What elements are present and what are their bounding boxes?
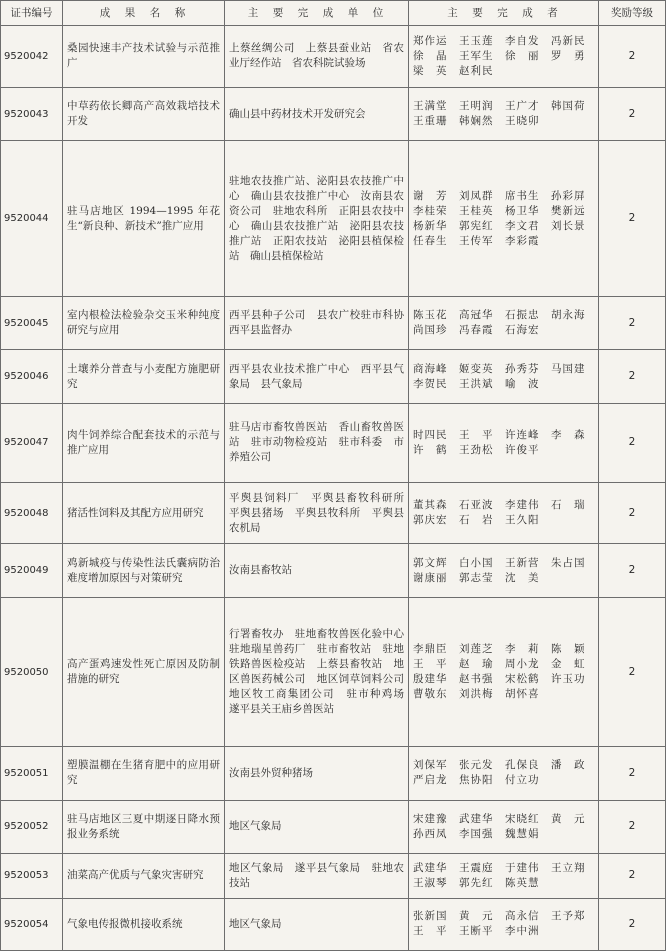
completing-units-cell: 地区气象局 (225, 898, 409, 950)
cert-number-cell: 9520044 (1, 141, 63, 297)
people-line: 郭庆宏 石 岩 王久阳 (413, 514, 540, 527)
completing-units-cell: 地区气象局 遂平县气象局 驻地农技站 (225, 853, 409, 898)
completing-units-cell: 上蔡丝绸公司 上蔡县蚕业站 省农业厅经作站 省农科院试验场 (225, 26, 409, 88)
completing-people-cell (409, 597, 599, 746)
award-level-cell: 2 (599, 544, 666, 597)
table-row (1, 747, 666, 800)
table-row (1, 350, 666, 403)
people-line: 郑作运 王玉莲 李自发 冯新民 (413, 34, 586, 47)
cert-number-cell: 9520051 (1, 747, 63, 800)
table-row (1, 800, 666, 853)
completing-units-cell: 驻马店市畜牧兽医站 香山畜牧兽医站 驻市动物检疫站 驻市科委 市养殖公司 (225, 403, 409, 482)
table-row (1, 898, 666, 950)
completing-units-cell: 地区气象局 (225, 800, 409, 853)
award-level-cell: 2 (599, 87, 666, 140)
completing-units-cell: 行署畜牧办 驻地畜牧兽医化验中心 驻地瑞星兽药厂 驻市畜牧站 驻地铁路兽医检疫站 上蔡县畜牧站 地区兽医药械公司 地区饲草饲料公司 地区牧工商集团公司 驻市种鸡场 遂平县关王庙乡兽医站 (225, 597, 409, 746)
achievement-title-cell: 室内根检法检验杂交玉米种纯度研究与应用 (63, 296, 225, 349)
completing-units-cell: 汝南县畜牧站 (225, 544, 409, 597)
achievement-title-cell: 猪活性饲料及其配方应用研究 (63, 482, 225, 544)
completing-people-cell (409, 800, 599, 853)
cert-number-cell: 9520053 (1, 853, 63, 898)
completing-people-cell (409, 87, 599, 140)
people-line: 陈玉花 高冠华 石振忠 胡永海 (413, 309, 586, 322)
cert-number-cell: 9520049 (1, 544, 63, 597)
award-level-cell: 2 (599, 800, 666, 853)
completing-units-cell: 西平县种子公司 县农广校驻市科协 西平县监督办 (225, 296, 409, 349)
table-row (1, 87, 666, 140)
cert-number-cell: 9520043 (1, 87, 63, 140)
people-line: 商海峰 姬变英 孙秀芬 马国建 (413, 362, 586, 375)
completing-people-cell (409, 898, 599, 950)
completing-people-cell (409, 350, 599, 403)
achievement-title-cell: 中草药依长卿高产高效栽培技术开发 (63, 87, 225, 140)
table-row (1, 544, 666, 597)
people-line: 王重珊 韩娴然 王晓卯 (413, 115, 540, 128)
people-line: 宋建豫 武建华 宋晓红 黄 元 (413, 812, 586, 825)
people-line: 王 平 赵 瑜 周小龙 金 虹 (413, 658, 586, 670)
people-line: 郭文辉 白小国 王新营 朱占国 (413, 556, 586, 569)
header-award: 奖励等级 (599, 1, 666, 26)
table-row (1, 403, 666, 482)
cert-number-cell: 9520050 (1, 597, 63, 746)
award-level-cell: 2 (599, 141, 666, 297)
people-line: 张新国 黄 元 高永信 王予郑 (413, 910, 586, 923)
header-row (1, 1, 666, 26)
people-line: 殷建华 赵书强 宋松鹤 许玉功 (413, 673, 586, 685)
award-level-cell: 2 (599, 747, 666, 800)
completing-units-cell: 确山县中药材技术开发研究会 (225, 87, 409, 140)
award-level-cell: 2 (599, 26, 666, 88)
completing-people-cell (409, 544, 599, 597)
completing-units-cell: 西平县农业技术推广中心 西平县气象局 县气象局 (225, 350, 409, 403)
achievement-title-cell: 肉牛饲养综合配套技术的示范与推广应用 (63, 403, 225, 482)
table-row (1, 482, 666, 544)
people-line: 武建华 王震庭 于建伟 王立翔 (413, 861, 586, 874)
people-line: 董其森 石亚波 李建伟 石 瑞 (413, 499, 586, 512)
people-line: 杨新华 郭宪红 李文君 刘长景 (413, 219, 586, 232)
cert-number-cell: 9520045 (1, 296, 63, 349)
people-line: 王 平 王断平 李中洲 (413, 925, 540, 938)
cert-number-cell: 9520052 (1, 800, 63, 853)
achievement-title-cell: 油菜高产优质与气象灾害研究 (63, 853, 225, 898)
award-level-cell: 2 (599, 597, 666, 746)
completing-people-cell (409, 403, 599, 482)
people-line: 许 鹤 王劲松 许俊平 (413, 443, 540, 456)
people-line: 任春生 王传军 李彩霞 (413, 234, 540, 247)
people-line: 王满堂 王明润 王广才 韩国荷 (413, 100, 586, 113)
completing-people-cell (409, 747, 599, 800)
completing-units-cell: 平舆县饲料厂 平舆县畜牧科研所 平舆县猪场 平舆县牧科所 平舆县农机局 (225, 482, 409, 544)
people-line: 李鼎臣 刘莲芝 李 莉 陈 颖 (413, 643, 586, 655)
achievement-title-cell: 驻马店地区 1994—1995 年花生“新良种、新技术”推广应用 (63, 141, 225, 297)
people-line: 谢康丽 郭志莹 沈 美 (413, 571, 540, 584)
achievement-title-cell: 高产蛋鸡速发性死亡原因及防制措施的研究 (63, 597, 225, 746)
people-line: 严启龙 焦协阳 付立功 (413, 774, 540, 787)
completing-units-cell: 驻地农技推广站、泌阳县农技推广中心 确山县农技推广中心 汝南县农资公司 驻地农科所 正阳县农技中心 确山县农技推广站 泌阳县农技推广站 正阳农技站 泌阳县植保检站 确山县植保检站 (225, 141, 409, 297)
achievement-title-cell: 塑膜温棚在生猪育肥中的应用研究 (63, 747, 225, 800)
table-row (1, 296, 666, 349)
header-title: 成 果 名 称 (63, 1, 225, 26)
achievement-title-cell: 桑园快速丰产技术试验与示范推广 (63, 26, 225, 88)
people-line: 孙西凤 李国强 魏慧娟 (413, 827, 540, 840)
award-level-cell: 2 (599, 898, 666, 950)
achievement-title-cell: 土壤养分普查与小麦配方施肥研究 (63, 350, 225, 403)
people-line: 徐 晶 王军生 徐 丽 罗 勇 (413, 49, 586, 62)
completing-people-cell (409, 853, 599, 898)
cert-number-cell: 9520046 (1, 350, 63, 403)
award-level-cell: 2 (599, 853, 666, 898)
award-level-cell: 2 (599, 482, 666, 544)
people-line: 刘保军 张元发 孔保良 潘 政 (413, 759, 586, 772)
people-line: 时四民 王 平 许连峰 李 森 (413, 428, 586, 441)
award-level-cell: 2 (599, 350, 666, 403)
completing-people-cell (409, 482, 599, 544)
people-line: 曹敬东 刘洪梅 胡怀喜 (413, 688, 540, 700)
people-line: 尚国珍 冯春霞 石海宏 (413, 324, 540, 337)
people-line: 王淑琴 郭先红 陈英慧 (413, 876, 540, 889)
completing-people-cell (409, 26, 599, 88)
completing-people-cell (409, 296, 599, 349)
award-level-cell: 2 (599, 296, 666, 349)
people-line: 谢 芳 刘凤群 席书生 孙彩屏 (413, 189, 586, 202)
completing-people-cell (409, 141, 599, 297)
cert-number-cell: 9520054 (1, 898, 63, 950)
table-row (1, 26, 666, 88)
people-line: 李贺民 王洪斌 喻 波 (413, 377, 540, 390)
people-line: 梁 英 赵利民 (413, 64, 494, 77)
cert-number-cell: 9520048 (1, 482, 63, 544)
cert-number-cell: 9520047 (1, 403, 63, 482)
table-row (1, 141, 666, 297)
header-units: 主 要 完 成 单 位 (225, 1, 409, 26)
cert-number-cell: 9520042 (1, 26, 63, 88)
table-row (1, 853, 666, 898)
achievement-title-cell: 驻马店地区三夏中期逐日降水预报业务系统 (63, 800, 225, 853)
completing-units-cell: 汝南县外贸种猪场 (225, 747, 409, 800)
award-level-cell: 2 (599, 403, 666, 482)
people-line: 李桂荣 王桂英 杨卫华 樊新远 (413, 204, 586, 217)
achievement-title-cell: 鸡新城疫与传染性法氏囊病防治难度增加原因与对策研究 (63, 544, 225, 597)
table-row (1, 597, 666, 746)
header-people: 主 要 完 成 者 (409, 1, 599, 26)
header-cert-no: 证书编号 (1, 1, 63, 26)
achievement-title-cell: 气象电传报微机接收系统 (63, 898, 225, 950)
